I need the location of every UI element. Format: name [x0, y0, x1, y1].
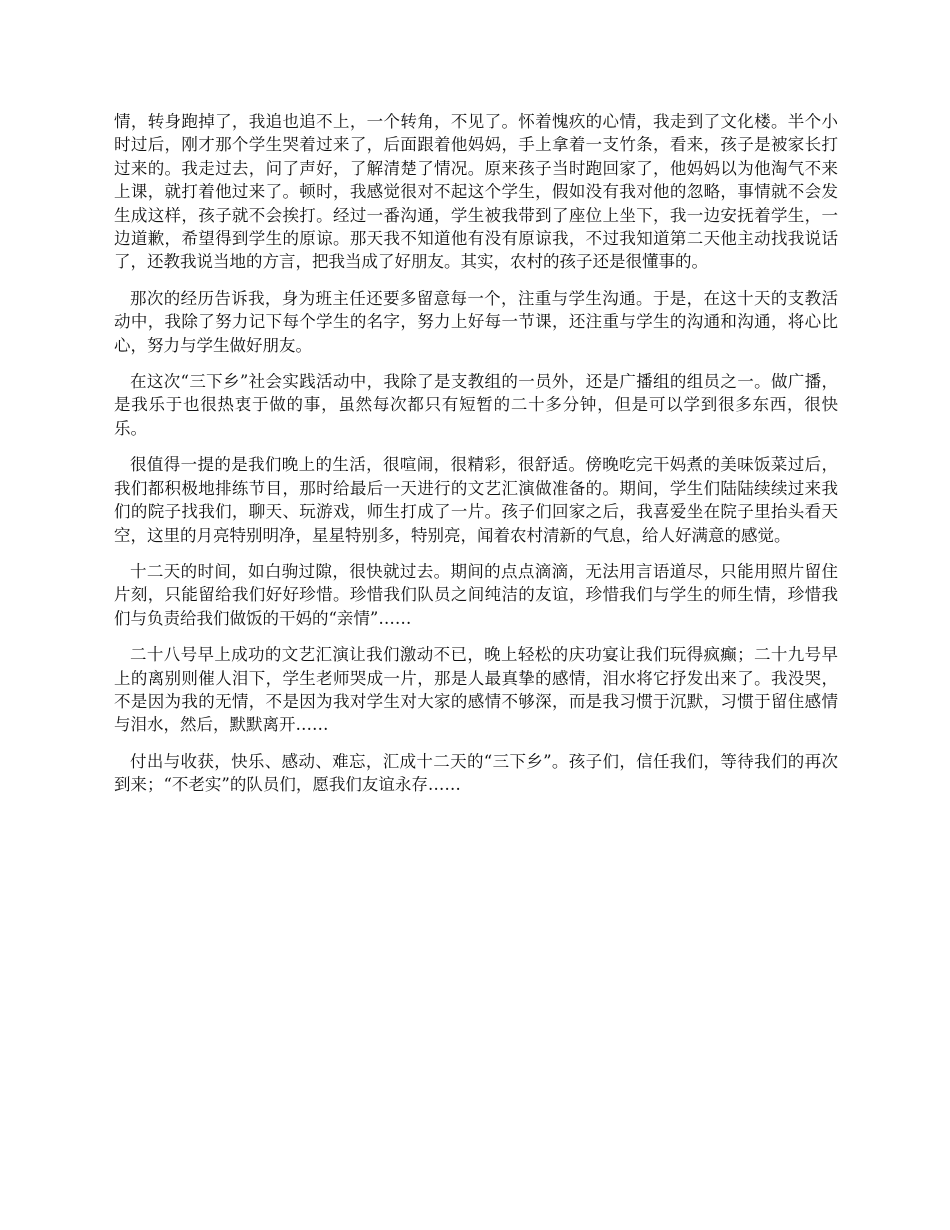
paragraph-3: 在这次“三下乡”社会实践活动中，我除了是支教组的一员外，还是广播组的组员之一。做广播，是我乐于也很热衷于做的事，虽然每次都只有短暂的二十多分钟，但是可以学到很多东西，很快乐。 [114, 372, 838, 438]
paragraph-6: 二十八号早上成功的文艺汇演让我们激动不已，晚上轻松的庆功宴让我们玩得疯癫；二十九号早上的离别则催人泪下，学生老师哭成一片，那是人最真挚的感情，泪水将它抒发出来了。我没哭，不是因为我的无情，不是因为我对学生对大家的感情不够深，而是我习惯于沉默，习惯于留住感情与泪水，然后，默默离开…… [114, 645, 838, 735]
paragraph-5: 十二天的时间，如白驹过隙，很快就过去。期间的点点滴滴，无法用言语道尽，只能用照片留住片刻，只能留给我们好好珍惜。珍惜我们队员之间纯洁的友谊，珍惜我们与学生的师生情，珍惜我们与负责给我们做饭的干妈的“亲情”…… [114, 561, 838, 628]
paragraph-1: 情，转身跑掉了，我追也追不上，一个转角，不见了。怀着愧疚的心情，我走到了文化楼。半个小时过后，刚才那个学生哭着过来了，后面跟着他妈妈，手上拿着一支竹条，看来，孩子是被家长打过来的。我走过去，问了声好，了解清楚了情况。原来孩子当时跑回家了，他妈妈以为他淘气不来上课，就打着他过来了。顿时，我感觉很对不起这个学生，假如没有我对他的忽略，事情就不会发生成这样，孩子就不会挨打。经过一番沟通，学生被我带到了座位上坐下，我一边安抚着学生，一边道歉，希望得到学生的原谅。那天我不知道他有没有原谅我，不过我知道第二天他主动找我说话了，还教我说当地的方言，把我当成了好朋友。其实，农村的孩子还是很懂事的。 [114, 112, 838, 272]
paragraph-2: 那次的经历告诉我，身为班主任还要多留意每一个，注重与学生沟通。于是，在这十天的支教活动中，我除了努力记下每个学生的名字，努力上好每一节课，还注重与学生的沟通和沟通，将心比心，努力与学生做好朋友。 [114, 288, 838, 355]
paragraph-7: 付出与收获，快乐、感动、难忘，汇成十二天的“三下乡”。孩子们，信任我们，等待我们的再次到来；“不老实”的队员们，愿我们友谊永存…… [114, 751, 838, 795]
paragraph-4: 很值得一提的是我们晚上的生活，很喧闹，很精彩，很舒适。傍晚吃完干妈煮的美味饭菜过后，我们都积极地排练节目，那时给最后一天进行的文艺汇演做准备的。期间，学生们陆陆续续过来我们的院子找我们，聊天、玩游戏，师生打成了一片。孩子们回家之后，我喜爱坐在院子里抬头看天空，这里的月亮特别明净，星星特别多，特别亮，闻着农村清新的气息，给人好满意的感觉。 [114, 455, 838, 545]
document-body [114, 110, 838, 810]
